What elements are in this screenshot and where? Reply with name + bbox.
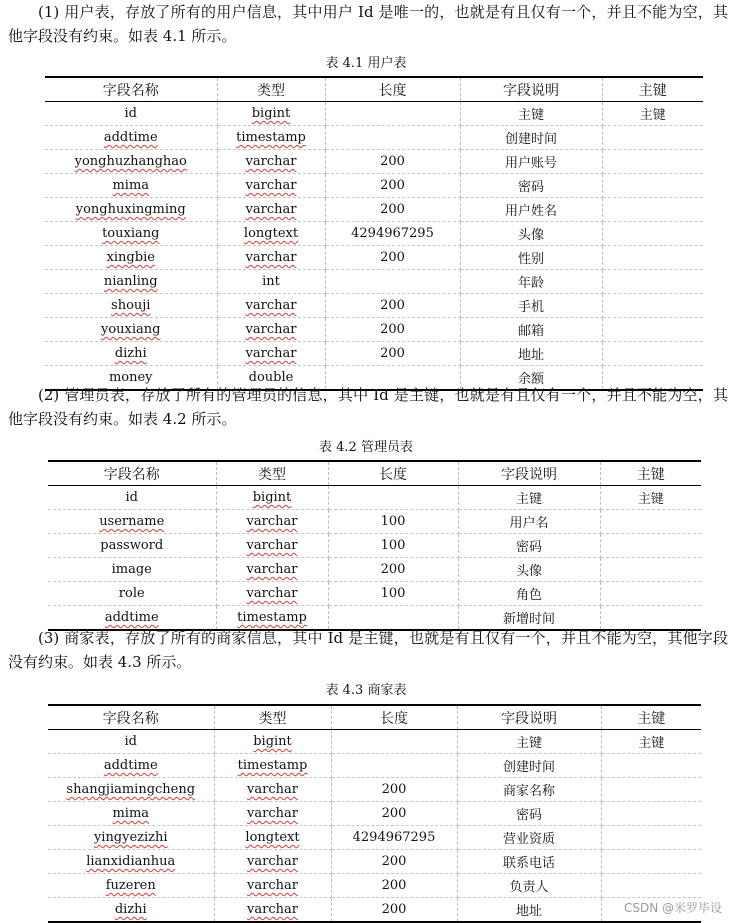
table-cell — [460, 318, 602, 342]
cell-text: 余额 — [517, 372, 544, 387]
column-header: 类型 — [216, 461, 328, 486]
cell-text: varchar — [245, 154, 297, 169]
cell-text: 用户姓名 — [504, 204, 557, 219]
table-cell — [460, 150, 602, 174]
table-cell — [600, 558, 701, 582]
paragraph-text: (2) 管理员表，存放了所有的管理员的信息，其中 Id 是主键，也就是有且仅有一个，并且不能为空，其他字段没有约束。如表 4.2 所示。 — [8, 386, 728, 428]
cell-text: 创建时间 — [502, 760, 555, 775]
table-cell — [325, 102, 460, 126]
table-row — [45, 318, 703, 342]
table-row — [48, 730, 701, 754]
table-cell — [45, 102, 217, 126]
table-cell — [457, 802, 601, 826]
cell-text: longtext — [243, 226, 299, 241]
cell-text: fuzeren — [105, 878, 156, 893]
table-cell — [214, 826, 331, 850]
cell-text: 地址 — [517, 348, 544, 363]
table-cell — [48, 778, 214, 802]
cell-text: bigint — [251, 106, 291, 121]
table-cell — [325, 174, 460, 198]
table-cell — [457, 898, 601, 923]
cell-text: varchar — [245, 322, 297, 337]
table-cell — [214, 898, 331, 923]
cell-text: 用户账号 — [504, 156, 557, 171]
table-cell — [45, 222, 217, 246]
table-row — [45, 126, 703, 150]
cell-text: 营业资质 — [502, 832, 555, 847]
table-row — [48, 778, 701, 802]
table-cell — [457, 874, 601, 898]
watermark: CSDN @米罗毕设 — [623, 901, 722, 915]
table-row — [48, 534, 701, 558]
column-header: 字段说明 — [457, 705, 601, 730]
cell-text: 用户名 — [509, 516, 549, 531]
table-cell — [216, 582, 328, 606]
table-cell — [48, 730, 214, 754]
table-cell — [48, 486, 216, 510]
table-row — [48, 486, 701, 510]
table-cell — [45, 318, 217, 342]
cell-text: username — [99, 514, 165, 529]
table-row — [45, 174, 703, 198]
cell-text: varchar — [246, 562, 298, 577]
cell-text: varchar — [247, 854, 298, 869]
table-cell — [325, 294, 460, 318]
table-cell — [600, 510, 701, 534]
cell-text: 密码 — [515, 808, 542, 823]
cell-text: varchar — [247, 806, 298, 821]
table-row — [48, 826, 701, 850]
table-cell — [48, 874, 214, 898]
table-cell — [328, 534, 458, 558]
table-row — [48, 898, 701, 923]
table-cell — [217, 102, 325, 126]
paragraph-merchant-table — [8, 626, 728, 674]
cell-text: varchar — [247, 878, 298, 893]
table-row — [45, 222, 703, 246]
table-cell — [214, 874, 331, 898]
table-cell — [48, 826, 214, 850]
table-row — [45, 102, 703, 126]
cell-text: 100 — [380, 586, 406, 601]
table-row — [45, 150, 703, 174]
column-header: 类型 — [217, 77, 325, 102]
table-cell — [325, 270, 460, 294]
table-caption-4-3: 表 4.3 商家表 — [325, 683, 407, 698]
table-cell — [48, 534, 216, 558]
table-row — [45, 294, 703, 318]
cell-text: 200 — [381, 806, 407, 821]
cell-text: 200 — [380, 322, 405, 337]
cell-text: varchar — [245, 202, 297, 217]
table-row — [48, 558, 701, 582]
cell-text: varchar — [246, 586, 298, 601]
table-cell — [325, 342, 460, 366]
table-cell — [216, 534, 328, 558]
table-cell — [217, 318, 325, 342]
table-cell — [48, 850, 214, 874]
table-cell — [325, 222, 460, 246]
table-cell — [602, 150, 703, 174]
table-cell — [602, 294, 703, 318]
table-cell — [331, 778, 457, 802]
table-cell — [214, 778, 331, 802]
table-cell — [600, 486, 701, 510]
table-cell — [45, 174, 217, 198]
table-row — [48, 754, 701, 778]
cell-text: 主键 — [639, 108, 666, 123]
table-cell — [217, 222, 325, 246]
cell-text: varchar — [245, 178, 297, 193]
table-cell — [45, 270, 217, 294]
table-cell — [214, 850, 331, 874]
table-cell — [328, 558, 458, 582]
table-cell — [460, 342, 602, 366]
cell-text: 200 — [380, 562, 406, 577]
cell-text: int — [262, 274, 280, 289]
table-cell — [216, 558, 328, 582]
table-caption-4-1: 表 4.1 用户表 — [325, 56, 407, 71]
column-header: 主键 — [601, 705, 701, 730]
table-row — [45, 198, 703, 222]
cell-text: varchar — [245, 346, 297, 361]
cell-text: touxiang — [102, 226, 160, 241]
cell-text: image — [111, 562, 152, 577]
cell-text: 联系电话 — [502, 856, 555, 871]
table-cell — [602, 174, 703, 198]
table-cell — [217, 198, 325, 222]
cell-text: shouji — [111, 298, 151, 313]
table-cell — [217, 294, 325, 318]
table-cell — [325, 198, 460, 222]
table-cell — [331, 874, 457, 898]
table-cell — [331, 754, 457, 778]
cell-text: 200 — [380, 154, 405, 169]
table-row — [48, 582, 701, 606]
table-cell — [601, 730, 701, 754]
merchant-table — [48, 704, 701, 923]
cell-text: 200 — [381, 878, 407, 893]
table-cell — [48, 558, 216, 582]
cell-text: 负责人 — [509, 880, 549, 895]
table-cell — [460, 270, 602, 294]
table-cell — [214, 802, 331, 826]
table-cell — [457, 778, 601, 802]
cell-text: varchar — [247, 902, 298, 917]
table-cell — [48, 898, 214, 923]
table-cell — [460, 174, 602, 198]
table-cell — [460, 222, 602, 246]
table-row — [48, 802, 701, 826]
table-cell — [45, 126, 217, 150]
cell-text: timestamp — [236, 130, 306, 145]
table-cell — [602, 126, 703, 150]
cell-text: 200 — [380, 346, 405, 361]
cell-text: 密码 — [517, 180, 544, 195]
cell-text: 角色 — [515, 588, 542, 603]
cell-text: 4294967295 — [351, 226, 434, 241]
cell-text: 主键 — [515, 492, 542, 507]
cell-text: timestamp — [237, 758, 308, 773]
table-cell — [602, 102, 703, 126]
table-cell — [460, 294, 602, 318]
table-row — [45, 246, 703, 270]
table-cell — [601, 778, 701, 802]
table-cell — [602, 246, 703, 270]
cell-text: varchar — [245, 298, 297, 313]
cell-text: bigint — [252, 490, 292, 505]
table-cell — [460, 102, 602, 126]
table-cell — [458, 510, 600, 534]
table-cell — [457, 826, 601, 850]
table-row — [48, 874, 701, 898]
table-cell — [457, 850, 601, 874]
user-table — [45, 76, 703, 391]
table-cell — [217, 150, 325, 174]
table-cell — [458, 486, 600, 510]
paragraph-user-table — [8, 0, 728, 48]
table-cell — [45, 246, 217, 270]
table-header-row — [48, 461, 701, 486]
table-cell — [601, 850, 701, 874]
table-header-row — [45, 77, 703, 102]
column-header: 字段名称 — [45, 77, 217, 102]
table-cell — [602, 318, 703, 342]
table-cell — [45, 198, 217, 222]
table-row — [48, 850, 701, 874]
table-cell — [458, 558, 600, 582]
column-header: 字段说明 — [458, 461, 600, 486]
table-cell — [600, 534, 701, 558]
cell-text: 200 — [380, 202, 405, 217]
cell-text: id — [125, 490, 138, 505]
cell-text: role — [118, 586, 145, 601]
column-header: 主键 — [602, 77, 703, 102]
paragraph-text: (3) 商家表，存放了所有的商家信息，其中 Id 是主键，也就是有且仅有一个，并且不能为空，其他字段没有约束。如表 4.3 所示。 — [8, 629, 728, 671]
table-cell — [601, 874, 701, 898]
cell-text: money — [108, 370, 153, 385]
table-cell — [328, 486, 458, 510]
table-cell — [331, 898, 457, 923]
table-cell — [217, 270, 325, 294]
cell-text: 200 — [380, 298, 405, 313]
table-cell — [331, 802, 457, 826]
cell-text: id — [124, 106, 137, 121]
column-header: 长度 — [331, 705, 457, 730]
table-cell — [48, 582, 216, 606]
cell-text: 200 — [381, 902, 407, 917]
cell-text: 主键 — [637, 492, 664, 507]
cell-text: 头像 — [515, 564, 542, 579]
table-cell — [325, 150, 460, 174]
table-cell — [602, 222, 703, 246]
table-row — [48, 510, 701, 534]
table-cell — [328, 582, 458, 606]
table-cell — [48, 754, 214, 778]
table-cell — [328, 510, 458, 534]
cell-text: 密码 — [515, 540, 542, 555]
table-cell — [325, 126, 460, 150]
cell-text: 头像 — [517, 228, 544, 243]
table-cell — [217, 126, 325, 150]
table-cell — [601, 754, 701, 778]
table-cell — [325, 318, 460, 342]
table-row — [45, 270, 703, 294]
column-header: 字段名称 — [48, 705, 214, 730]
cell-text: yingyezizhi — [93, 830, 168, 845]
table-cell — [460, 126, 602, 150]
cell-text: 年龄 — [517, 276, 544, 291]
table-cell — [602, 342, 703, 366]
cell-text: varchar — [247, 782, 298, 797]
cell-text: lianxidianhua — [86, 854, 176, 869]
table-cell — [48, 802, 214, 826]
cell-text: 200 — [381, 854, 407, 869]
column-header: 字段说明 — [460, 77, 602, 102]
table-cell — [45, 342, 217, 366]
column-header: 类型 — [214, 705, 331, 730]
table-cell — [217, 174, 325, 198]
cell-text: 200 — [380, 250, 405, 265]
table-cell — [601, 826, 701, 850]
column-header: 主键 — [600, 461, 701, 486]
paragraph-admin-table — [8, 383, 728, 431]
cell-text: 创建时间 — [504, 132, 557, 147]
table-cell — [45, 150, 217, 174]
table-cell — [457, 730, 601, 754]
table-cell — [457, 754, 601, 778]
cell-text: yonghuzhanghao — [74, 154, 187, 169]
column-header: 长度 — [325, 77, 460, 102]
table-cell — [331, 826, 457, 850]
cell-text: id — [124, 734, 137, 749]
cell-text: password — [100, 538, 164, 553]
table-cell — [458, 582, 600, 606]
cell-text: bigint — [253, 734, 292, 749]
table-cell — [216, 486, 328, 510]
admin-table — [48, 460, 701, 631]
cell-text: 邮箱 — [517, 324, 544, 339]
table-cell — [600, 582, 701, 606]
cell-text: longtext — [245, 830, 300, 845]
cell-text: varchar — [246, 538, 298, 553]
table-cell — [216, 510, 328, 534]
cell-text: timestamp — [237, 610, 307, 625]
table-row — [45, 342, 703, 366]
cell-text: 主键 — [517, 108, 544, 123]
table-cell — [460, 198, 602, 222]
cell-text: double — [248, 370, 294, 385]
table-cell — [214, 730, 331, 754]
cell-text: mima — [112, 806, 150, 821]
cell-text: 主键 — [515, 736, 542, 751]
cell-text: 100 — [380, 514, 406, 529]
table-cell — [602, 270, 703, 294]
cell-text: 新增时间 — [502, 612, 555, 627]
table-cell — [325, 246, 460, 270]
cell-text: addtime — [103, 758, 158, 773]
cell-text: 4294967295 — [352, 830, 436, 845]
table-cell — [458, 534, 600, 558]
cell-text: youxiang — [101, 322, 161, 337]
table-header-row — [48, 705, 701, 730]
table-cell — [217, 342, 325, 366]
cell-text: 200 — [380, 178, 405, 193]
column-header: 长度 — [328, 461, 458, 486]
cell-text: 主键 — [638, 736, 665, 751]
cell-text: varchar — [246, 514, 298, 529]
cell-text: varchar — [245, 250, 297, 265]
table-caption-4-2: 表 4.2 管理员表 — [319, 440, 413, 455]
cell-text: 地址 — [515, 904, 542, 919]
table-cell — [217, 246, 325, 270]
cell-text: yonghuxingming — [75, 202, 186, 217]
table-cell — [460, 246, 602, 270]
cell-text: dizhi — [114, 346, 147, 361]
cell-text: 商家名称 — [502, 784, 555, 799]
table-cell — [48, 510, 216, 534]
column-header: 字段名称 — [48, 461, 216, 486]
cell-text: addtime — [104, 610, 159, 625]
cell-text: 手机 — [517, 300, 544, 315]
cell-text: nianling — [103, 274, 158, 289]
table-cell — [601, 802, 701, 826]
table-cell — [331, 850, 457, 874]
cell-text: 性别 — [517, 252, 544, 267]
cell-text: 200 — [381, 782, 407, 797]
paragraph-text: (1) 用户表，存放了所有的用户信息，其中用户 Id 是唯一的，也就是有且仅有一个，并且不能为空，其他字段没有约束。如表 4.1 所示。 — [8, 3, 728, 45]
table-cell — [602, 198, 703, 222]
table-cell — [45, 294, 217, 318]
cell-text: mima — [112, 178, 150, 193]
cell-text: 100 — [380, 538, 406, 553]
table-cell — [331, 730, 457, 754]
cell-text: shangjiamingcheng — [66, 782, 196, 797]
table-cell — [214, 754, 331, 778]
cell-text: dizhi — [114, 902, 147, 917]
cell-text: addtime — [103, 130, 158, 145]
cell-text: xingbie — [106, 250, 155, 265]
